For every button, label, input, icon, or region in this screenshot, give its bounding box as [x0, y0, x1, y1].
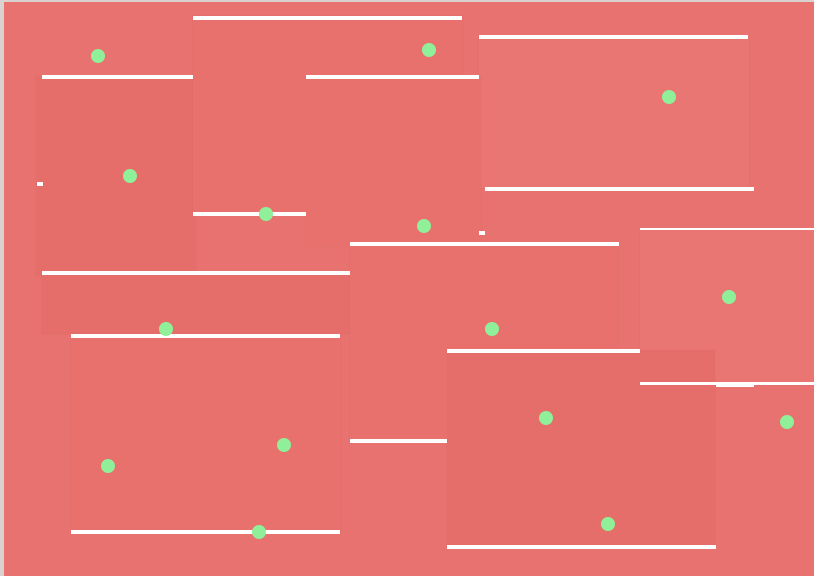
- ball[interactable]: [277, 438, 291, 452]
- panel-d[interactable]: [306, 76, 481, 246]
- ball[interactable]: [259, 207, 273, 221]
- bar[interactable]: [71, 530, 340, 534]
- bar[interactable]: [447, 545, 716, 549]
- ball[interactable]: [662, 90, 676, 104]
- ball[interactable]: [101, 459, 115, 473]
- bar[interactable]: [640, 228, 814, 230]
- bar[interactable]: [71, 334, 340, 338]
- bar[interactable]: [193, 16, 462, 20]
- ball[interactable]: [539, 411, 553, 425]
- ball[interactable]: [91, 49, 105, 63]
- ball[interactable]: [485, 322, 499, 336]
- bar[interactable]: [42, 271, 350, 275]
- bar[interactable]: [193, 212, 306, 216]
- panel-a[interactable]: [36, 76, 196, 276]
- panel-h[interactable]: [71, 336, 341, 532]
- ball[interactable]: [780, 415, 794, 429]
- bar[interactable]: [350, 439, 447, 443]
- panel-e[interactable]: [42, 272, 350, 334]
- top-edge: [0, 0, 814, 2]
- bar[interactable]: [447, 349, 640, 353]
- bar[interactable]: [37, 182, 43, 186]
- ball[interactable]: [722, 290, 736, 304]
- bar[interactable]: [479, 231, 485, 235]
- bar[interactable]: [716, 385, 754, 387]
- bar[interactable]: [306, 75, 479, 79]
- bar[interactable]: [485, 187, 754, 191]
- ball[interactable]: [159, 322, 173, 336]
- ball[interactable]: [417, 219, 431, 233]
- panel-i[interactable]: [447, 350, 715, 548]
- bar[interactable]: [42, 75, 193, 79]
- bar[interactable]: [479, 35, 748, 39]
- panel-c[interactable]: [479, 36, 749, 188]
- bar[interactable]: [350, 242, 619, 246]
- left-edge: [0, 0, 4, 576]
- ball[interactable]: [123, 169, 137, 183]
- ball[interactable]: [422, 43, 436, 57]
- ball[interactable]: [252, 525, 266, 539]
- ball[interactable]: [601, 517, 615, 531]
